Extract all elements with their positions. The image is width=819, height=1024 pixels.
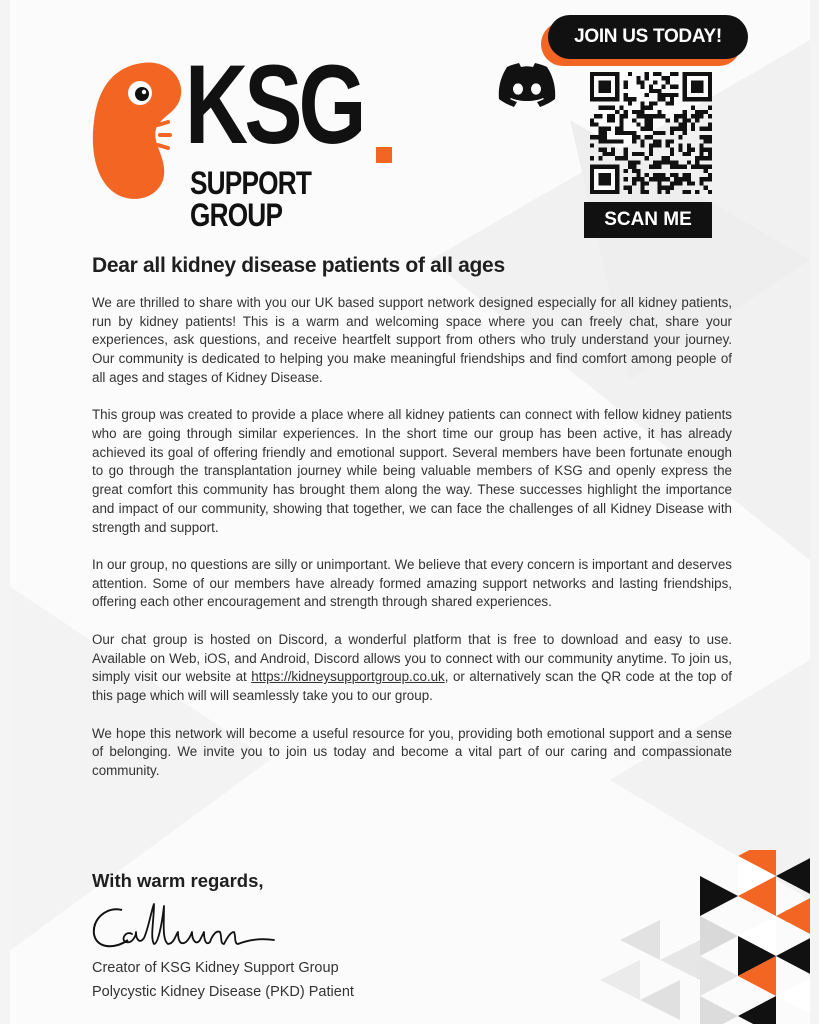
- qr-code-icon[interactable]: [590, 72, 712, 194]
- scan-me-label: SCAN ME: [584, 202, 712, 238]
- signoff-title: Creator of KSG Kidney Support Group: [92, 960, 339, 976]
- discord-icon[interactable]: [498, 62, 556, 108]
- paragraph-4-text-end: , or alternatively scan the QR code at the top of this page which will will seamlessly take you to our group.: [92, 669, 732, 704]
- handwritten-signature: [88, 900, 278, 958]
- letter-page: [10, 0, 810, 1024]
- paragraph-5: We hope this network will become a useful resource for you, providing both emotional support and a sense of belonging. We invite you to join us today and become a vital part of our caring and compassionate community.: [92, 725, 732, 778]
- letter-body: [92, 294, 732, 799]
- logo-subtitle: SUPPORT GROUP: [190, 165, 312, 233]
- logo-wordmark: KSG: [185, 42, 363, 167]
- closing-regards: With warm regards,: [92, 870, 264, 891]
- paragraph-1: We are thrilled to share with you our UK based support network designed especially for all kidney patients, run by kidney patients! This is a warm and welcoming space where you can freely chat, share your experiences, ask questions, and receive heartfelt support from others who truly understand your journey. Our community is dedicated to helping you make meaningful friendships and find comfort among people of all ages and stages of Kidney Disease.: [92, 295, 732, 385]
- logo-dot: [376, 147, 392, 163]
- website-link[interactable]: https://kidneysupportgroup.co.uk: [251, 669, 445, 685]
- paragraph-4: [92, 631, 732, 706]
- paragraph-3: In our group, no questions are silly or unimportant. We believe that every concern is important and deserves attention. Some of our members have already formed amazing support networks and lasting friendships, offering each other encouragement and strength through shared experiences.: [92, 557, 732, 610]
- signoff-subtitle: Polycystic Kidney Disease (PKD) Patient: [92, 984, 354, 1000]
- decorative-triangles: [600, 850, 810, 1024]
- paragraph-4-text: Our chat group is hosted on Discord, a wonderful platform that is free to download and easy to use. Available on Web, iOS, and Android, Discord allows you to connect with our community anytime. To join us, simply visit our website at: [92, 631, 732, 685]
- letter-heading: Dear all kidney disease patients of all ages: [92, 254, 505, 277]
- kidney-mascot-icon: [90, 55, 190, 205]
- paragraph-2: This group was created to provide a place where all kidney patients can connect with fellow kidney patients who are going through similar experiences. In the short time our group has been active, it has already achieved its goal of offering friendly and emotional support. Several members have been fortunate enough to go through the transplantation journey while being valuable members of KSG and openly express the great comfort this community has brought them along the way. These successes highlight the importance and impact of our community, showing that together, we can face the challenges of all Kidney Disease with strength and support.: [92, 407, 732, 535]
- join-us-badge: JOIN US TODAY!: [548, 15, 748, 59]
- ksg-logo: [90, 42, 410, 233]
